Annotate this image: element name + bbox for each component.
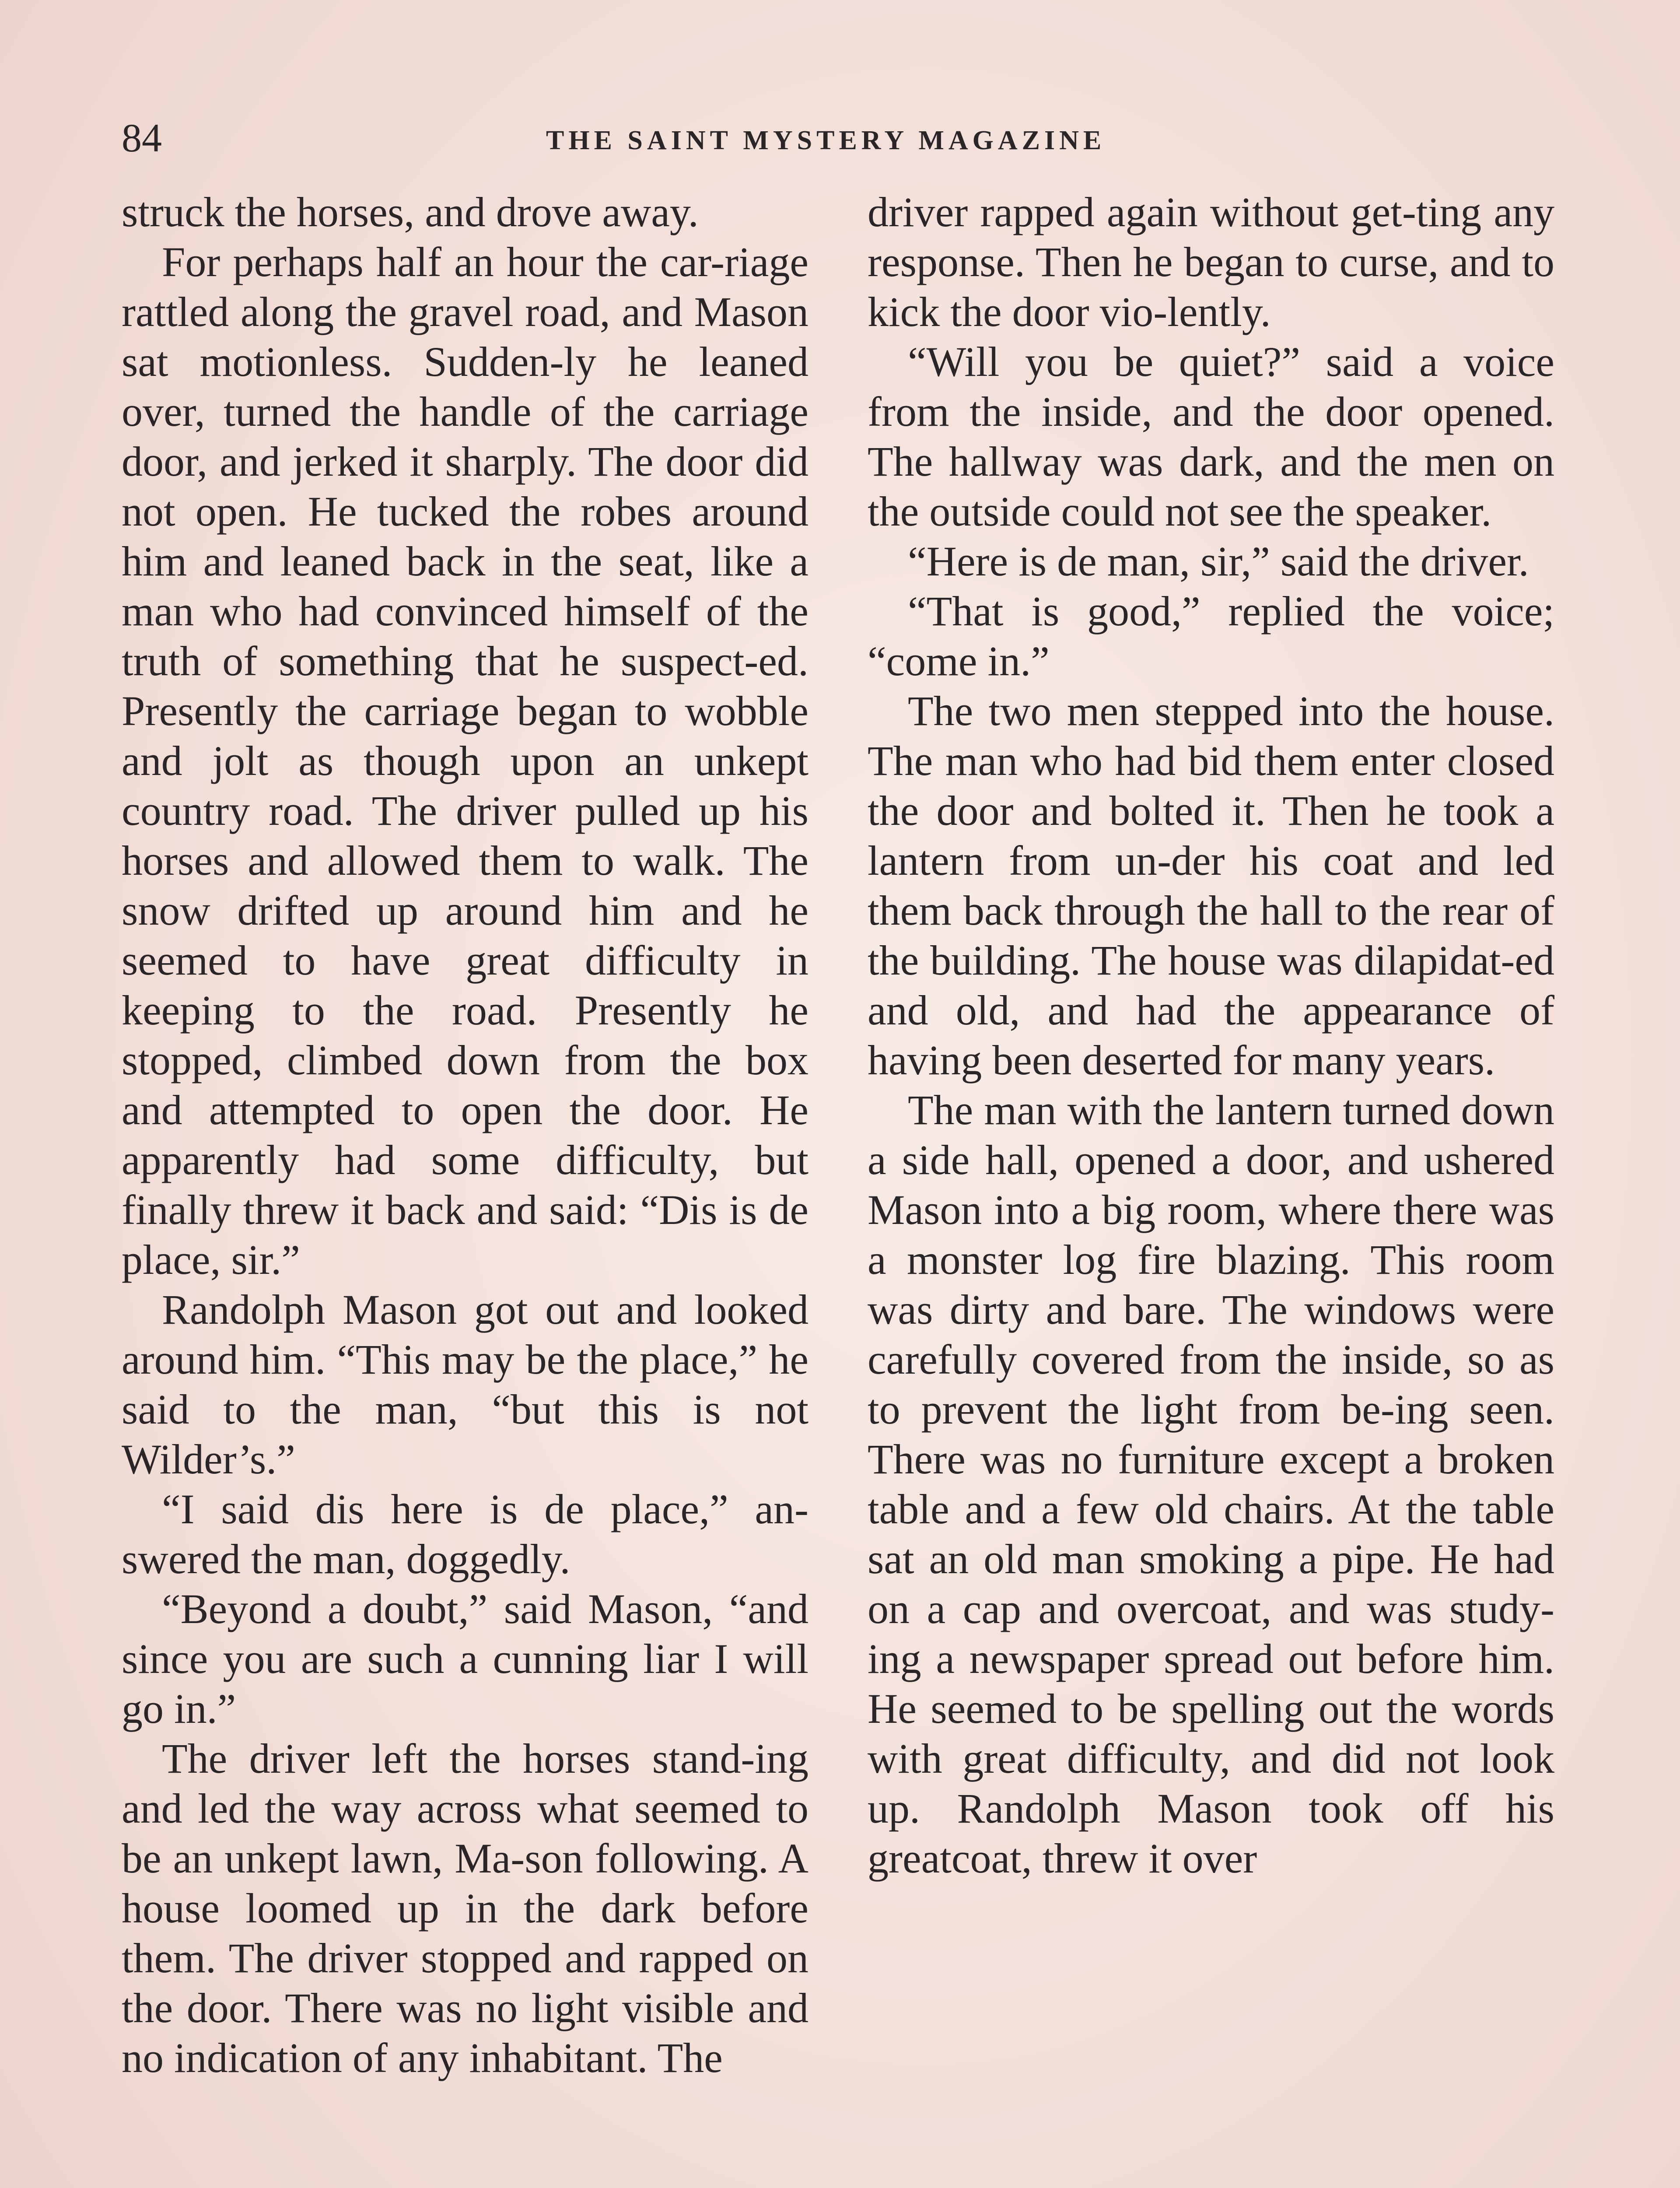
left-column [122, 187, 808, 2083]
paragraph: “Beyond a doubt,” said Mason, “and since you are such a cunning liar I will go in.” [122, 1585, 808, 1732]
paragraph: driver rapped again without get-ting any response. Then he began to curse, and to kick the door vio-lently. [868, 189, 1554, 335]
right-column [868, 187, 1554, 1883]
paragraph: “Will you be quiet?” said a voice from the inside, and the door opened. The hallway was dark, and the men on the outside could not see the speaker. [868, 338, 1554, 535]
paragraph: “I said dis here is de place,” an-swered the man, doggedly. [122, 1486, 808, 1582]
paragraph: The driver left the horses stand-ing and led the way across what seemed to be an unkept lawn, Ma-son following. A house loomed up in the dark before them. The driver stopped and rapped on the door. There was no light visible and no indication of any inhabitant. The [122, 1735, 808, 2081]
paragraph: struck the horses, and drove away. [122, 189, 699, 235]
paragraph: Randolph Mason got out and looked around him. “This may be the place,” he said to the man, “but this is not Wilder’s.” [122, 1286, 808, 1483]
running-title: THE SAINT MYSTERY MAGAZINE [546, 126, 1106, 155]
paragraph: For perhaps half an hour the car-riage rattled along the gravel road, and Mason sat motionless. Sudden-ly he leaned over, turned the handle of the carriage door, and jerked it sharply. The door did not open. He tucked the robes around him and leaned back in the seat, like a man who had convinced himself of the truth of something that he suspect-ed. Presently the carriage began to wobble and jolt as though upon an unkept country road. The driver pulled up his horses and allowed them to walk. The snow drifted up around him and he seemed to have great difficulty in keeping to the road. Presently he stopped, climbed down from the box and attempted to open the door. He apparently had some difficulty, but finally threw it back and said: “Dis is de place, sir.” [122, 238, 808, 1283]
paragraph: The man with the lantern turned down a side hall, opened a door, and ushered Mason into a big room, where there was a monster log fire blazing. This room was dirty and bare. The windows were carefully covered from the inside, so as to prevent the light from be-ing seen. There was no furniture except a broken table and a few old chairs. At the table sat an old man smoking a pipe. He had on a cap and overcoat, and was study-ing a newspaper spread out before him. He seemed to be spelling out the words with great difficulty, and did not look up. Randolph Mason took off his greatcoat, threw it over [868, 1087, 1554, 1882]
page-header [122, 112, 1565, 164]
paragraph: The two men stepped into the house. The man who had bid them enter closed the door and bolted it. Then he took a lantern from un-der his coat and led them back through the hall to the rear of the building. The house was dilapidat-ed and old, and had the appearance of having been deserted for many years. [868, 687, 1554, 1083]
page-number: 84 [122, 116, 162, 160]
paragraph: “Here is de man, sir,” said the driver. [908, 538, 1529, 585]
paragraph: “That is good,” replied the voice; “come in.” [868, 588, 1554, 684]
